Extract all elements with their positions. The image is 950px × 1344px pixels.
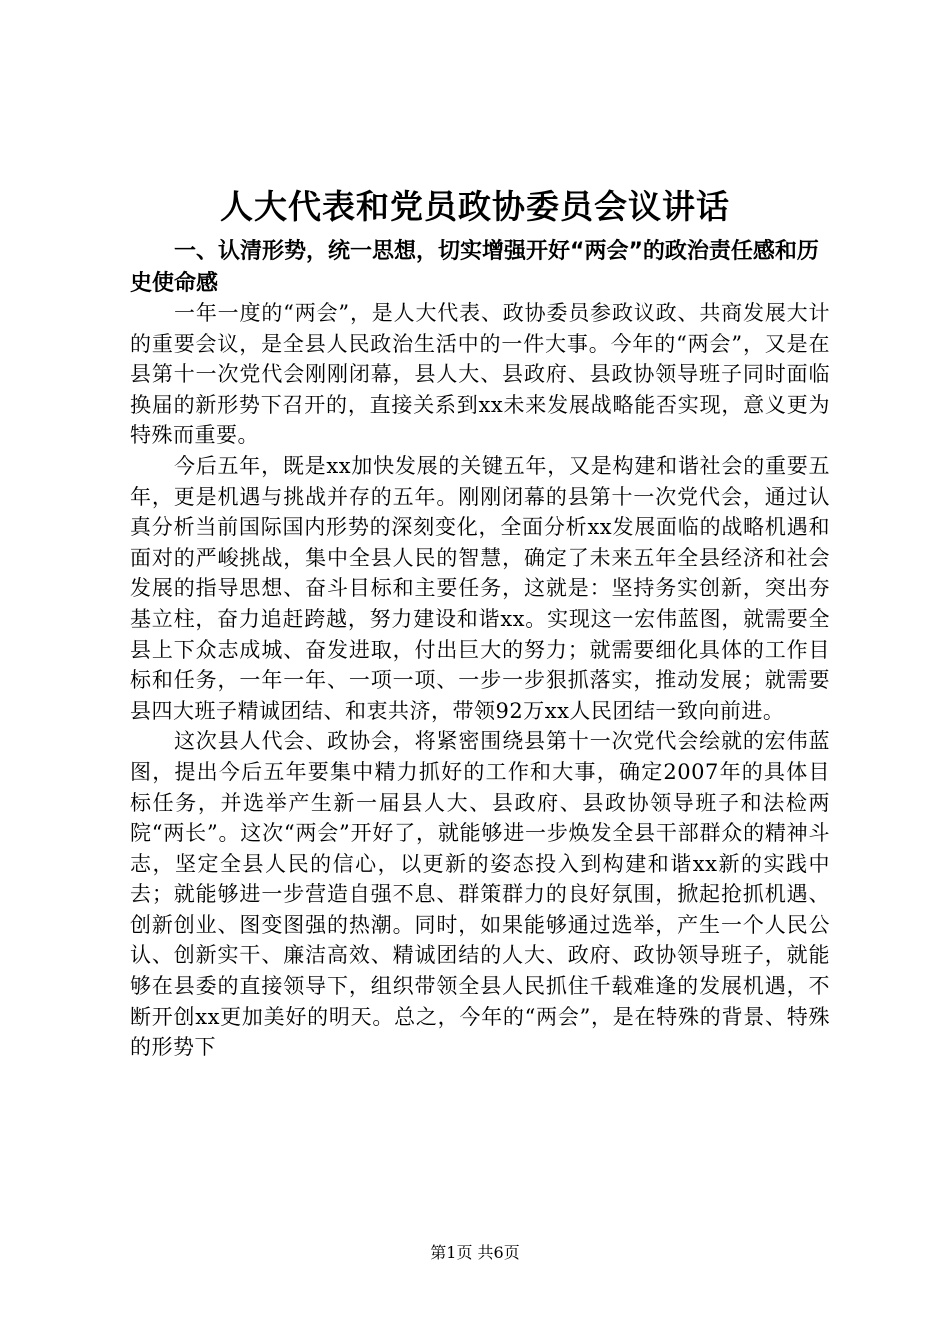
paragraph-2: 今后五年，既是xx加快发展的关键五年，又是构建和谐社会的重要五年，更是机遇与挑战并存的五年。刚刚闭幕的县第十一次党代会，通过认真分析当前国际国内形势的深刻变化，全面分析xx发展面临的战略机遇和面对的严峻挑战，集中全县人民的智慧，确定了未来五年全县经济和社会发展的指导思想、奋斗目标和主要任务，这就是：坚持务实创新，突出夯基立柱，奋力追赶跨越，努力建设和谐xx。实现这一宏伟蓝图，就需要全县上下众志成城、奋发进取，付出巨大的努力；就需要细化具体的工作目标和任务，一年一年、一项一项、一步一步狠抓落实，推动发展；就需要县四大班子精诚团结、和衷共济，带领92万xx人民团结一致向前进。 — [130, 453, 830, 723]
document-body — [130, 298, 830, 1063]
document-title: 人大代表和党员政协委员会议讲话 — [220, 187, 730, 226]
paragraph-3: 这次县人代会、政协会，将紧密围绕县第十一次党代会绘就的宏伟蓝图，提出今后五年要集中精力抓好的工作和大事，确定2007年的具体目标任务，并选举产生新一届县人大、县政府、县政协领导班子和法检两院“两长”。这次“两会”开好了，就能够进一步焕发全县干部群众的精神斗志，坚定全县人民的信心，以更新的姿态投入到构建和谐xx新的实践中去；就能够进一步营造自强不息、群策群力的良好氛围，掀起抢抓机遇、创新创业、图变图强的热潮。同时，如果能够通过选举，产生一个人民公认、创新实干、廉洁高效、精诚团结的人大、政府、政协领导班子，就能够在县委的直接领导下，组织带领全县人民抓住千载难逢的发展机遇，不断开创xx更加美好的明天。总之，今年的“两会”，是在特殊的背景、特殊的形势下 — [130, 729, 830, 1060]
paragraph-1: 一年一度的“两会”，是人大代表、政协委员参政议政、共商发展大计的重要会议，是全县人民政治生活中的一件大事。今年的“两会”，又是在县第十一次党代会刚刚闭幕，县人大、县政府、县政协领导班子同时面临换届的新形势下召开的，直接关系到xx未来发展战略能否实现，意义更为特殊而重要。 — [130, 301, 830, 448]
section-heading: 一、认清形势，统一思想，切实增强开好“两会”的政治责任感和历史使命感 — [130, 239, 819, 296]
page-footer: 第1页 共6页 — [430, 1243, 520, 1262]
